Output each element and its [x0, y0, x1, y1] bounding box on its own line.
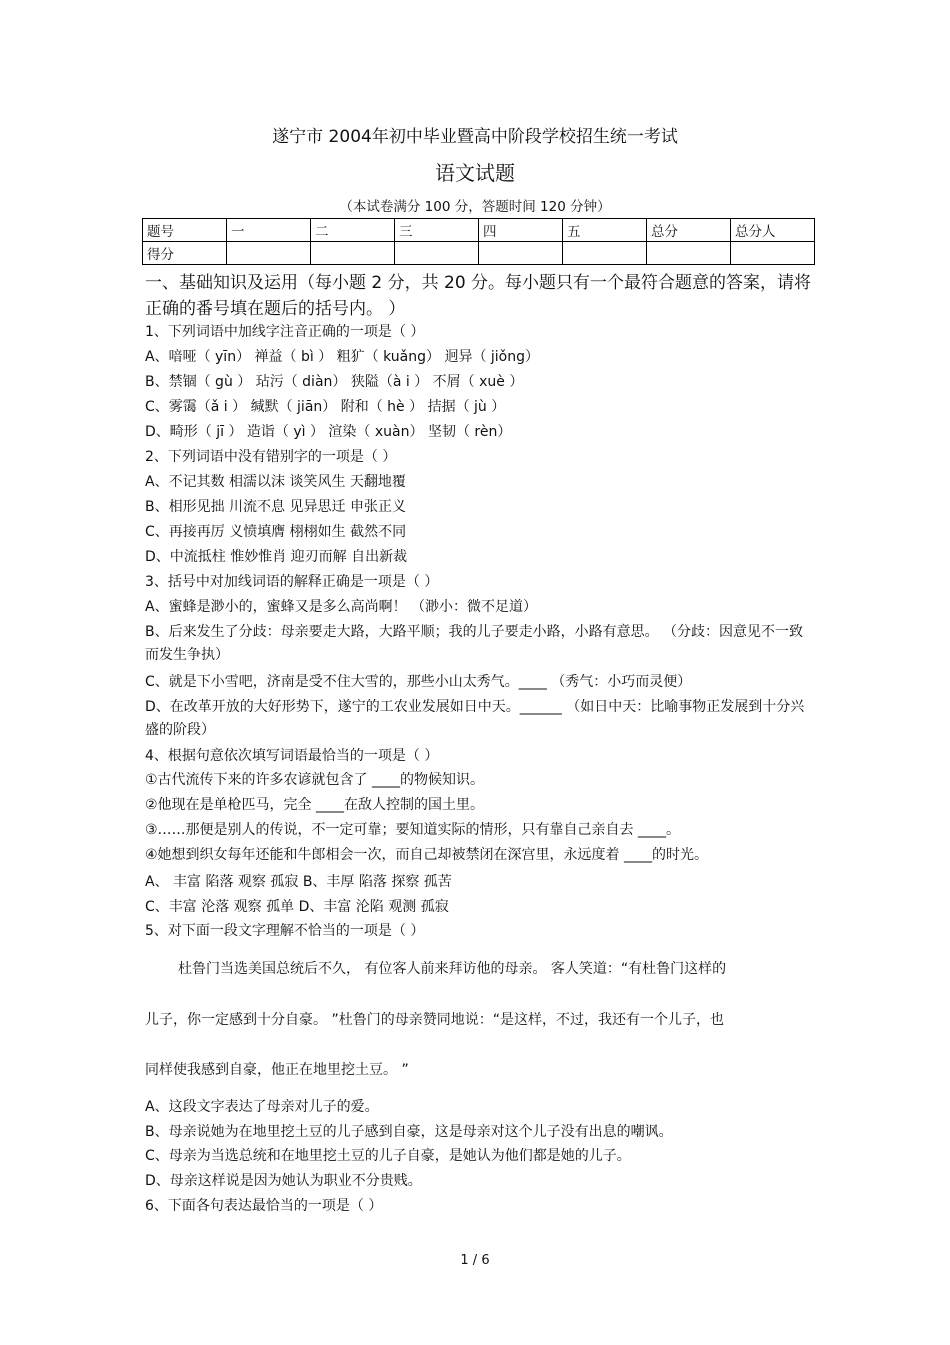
question-line: C、再接再厉 义愤填膺 栩栩如生 截然不同	[145, 524, 407, 540]
question-line: C、丰富 沦落 观察 孤单 D、丰富 沦陷 观测 孤寂	[145, 899, 449, 915]
score-cell	[647, 242, 731, 265]
question-line: 3、括号中对加线词语的解释正确是一项是（ ）	[145, 574, 439, 590]
question-line: D、母亲这样说是因为她认为职业不分贵贱。	[145, 1173, 422, 1189]
question-line: D、中流抵柱 惟妙惟肖 迎刃而解 自出新裁	[145, 549, 408, 565]
score-cell: 总分人	[731, 219, 815, 242]
question-line: A、喑哑（ yīn） 禅益（ bì ） 粗犷（ kuǎng） 迥异（ jiǒng）	[145, 349, 539, 365]
question-line: C、母亲为当选总统和在地里挖土豆的儿子自豪，是她认为他们都是她的儿子。	[145, 1148, 631, 1164]
question-line: 4、根据句意依次填写词语最恰当的一项是（ ）	[145, 748, 439, 764]
score-cell	[227, 242, 311, 265]
question-line: A、蜜蜂是渺小的，蜜蜂又是多么高尚啊！ （渺小：微不足道）	[145, 599, 538, 615]
question-line: A、 丰富 陷落 观察 孤寂 B、丰厚 陷落 探察 孤苦	[145, 874, 452, 890]
passage-line: 杜鲁门当选美国总统后不久， 有位客人前来拜访他的母亲。 客人笑道：“有杜鲁门这样的	[178, 961, 727, 977]
question-line: A、不记其数 相濡以沫 谈笑风生 天翻地覆	[145, 474, 406, 490]
question-line: B、母亲说她为在地里挖土豆的儿子感到自豪，这是母亲对这个儿子没有出息的嘲讽。	[145, 1124, 673, 1140]
score-cell: 总分	[647, 219, 731, 242]
exam-title: 遂宁市 2004年初中毕业暨高中阶段学校招生统一考试	[272, 127, 678, 147]
score-cell: 得分	[143, 242, 227, 265]
section-heading: 一、基础知识及运用（每小题 2 分，共 20 分。每小题只有一个最符合题意的答案，请将正确的番号填在题后的括号内。 ）	[145, 273, 812, 319]
exam-note: （本试卷满分 100 分，答题时间 120 分钟）	[339, 199, 611, 215]
question-line: B、禁锢（ gù ） 玷污（ diàn） 狭隘（à i ） 不屑（ xuè ）	[145, 374, 524, 390]
score-cell	[731, 242, 815, 265]
score-table-score-row	[143, 242, 815, 265]
score-cell	[479, 242, 563, 265]
question-line: C、就是下小雪吧，济南是受不住大雪的，那些小山太秀气。____ （秀气：小巧而灵便）	[145, 674, 692, 690]
question-line: C、雾霭（ǎ i ） 缄默（ jiān） 附和（ hè ） 拮据（ jù ）	[145, 399, 506, 415]
exam-subtitle: 语文试题	[435, 161, 515, 185]
question-line: B、相形见拙 川流不息 见异思迁 申张正义	[145, 499, 406, 515]
question-line: 5、对下面一段文字理解不恰当的一项是（ ）	[145, 923, 425, 939]
score-cell: 五	[563, 219, 647, 242]
score-cell	[311, 242, 395, 265]
question-line: B、后来发生了分歧：母亲要走大路，大路平顺；我的儿子要走小路，小路有意思。 （分歧：因意见不一致而发生争执）	[145, 624, 804, 663]
passage-line: 儿子，你一定感到十分自豪。 ”杜鲁门的母亲赞同地说：“是这样，不过，我还有一个儿子，也	[145, 1012, 724, 1028]
question-line: ④她想到织女每年还能和牛郎相会一次，而自己却被禁闭在深宫里，永远度着 ____的时光。	[145, 847, 708, 863]
score-cell: 四	[479, 219, 563, 242]
score-cell	[563, 242, 647, 265]
question-line: ②他现在是单枪匹马，完全 ____在敌人控制的国土里。	[145, 797, 484, 813]
passage-line: 同样使我感到自豪，他正在地里挖土豆。 ”	[145, 1062, 409, 1078]
question-line: 1、下列词语中加线字注音正确的一项是（ ）	[145, 324, 425, 340]
score-cell: 题号	[143, 219, 227, 242]
question-line: ③……那便是别人的传说，不一定可靠；要知道实际的情形，只有靠自己亲自去 ____。	[145, 822, 680, 838]
score-table	[142, 218, 815, 265]
score-table-header-row	[143, 219, 815, 242]
question-line: 6、下面各句表达最恰当的一项是（ ）	[145, 1198, 383, 1214]
question-line: 2、下列词语中没有错别字的一项是（ ）	[145, 449, 397, 465]
question-line: D、畸形（ jī ） 造诣（ yì ） 渲染（ xuàn） 坚韧（ rèn）	[145, 424, 512, 440]
score-cell: 一	[227, 219, 311, 242]
question-line: D、在改革开放的大好形势下，遂宁的工农业发展如日中天。______ （如日中天：比喻事物正发展到十分兴盛的阶段）	[145, 699, 805, 738]
score-cell: 三	[395, 219, 479, 242]
question-line: A、这段文字表达了母亲对儿子的爱。	[145, 1099, 379, 1115]
score-cell	[395, 242, 479, 265]
page-number: 1 / 6	[460, 1253, 490, 1268]
score-cell: 二	[311, 219, 395, 242]
question-line: ①古代流传下来的许多农谚就包含了 ____的物候知识。	[145, 772, 484, 788]
